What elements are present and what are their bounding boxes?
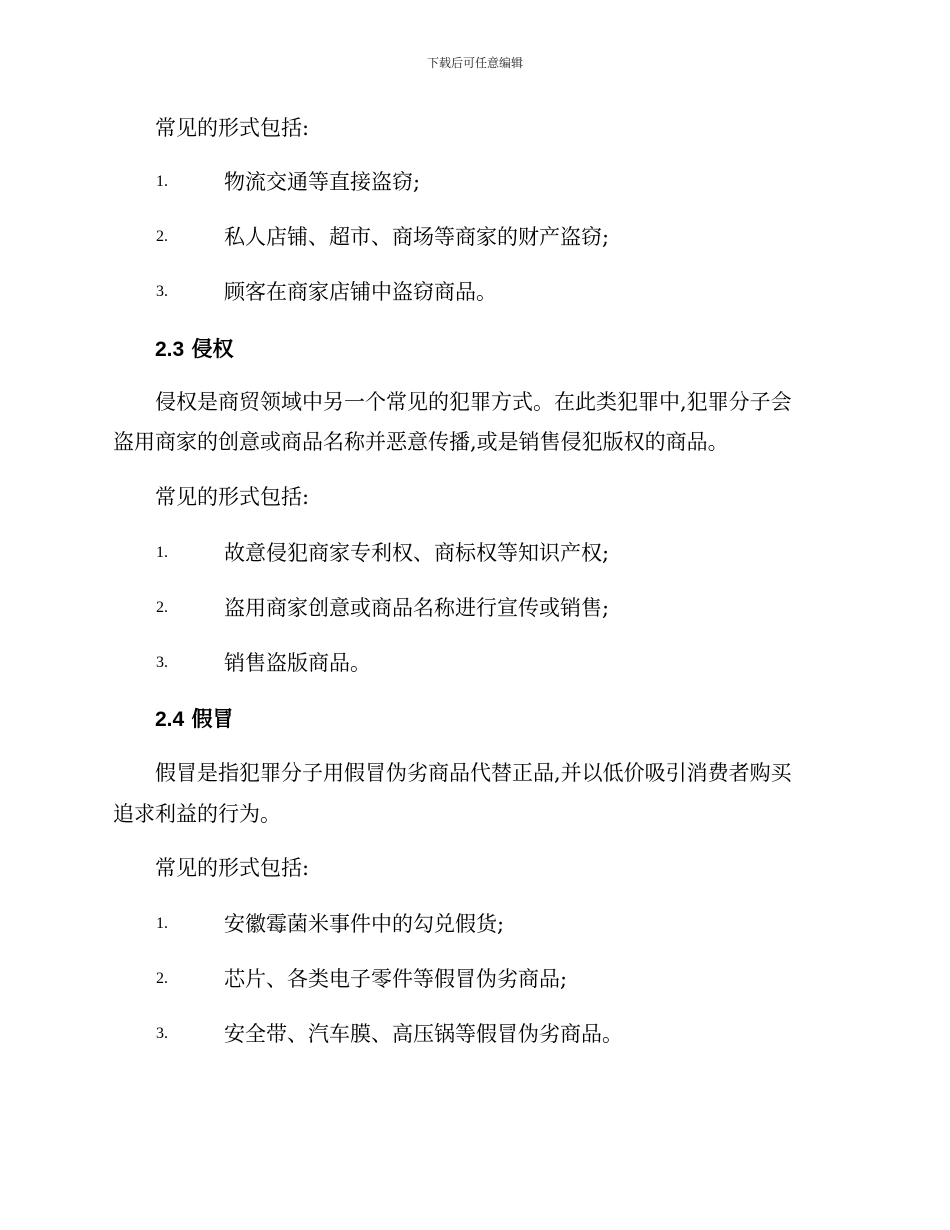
list-item-number: 2. <box>156 599 168 616</box>
list-item-text: 故意侵犯商家专利权、商标权等知识产权; <box>224 541 610 565</box>
list-item-text: 芯片、各类电子零件等假冒伪劣商品; <box>224 967 568 991</box>
list-item-number: 1. <box>156 915 168 932</box>
forms-label: 常见的形式包括: <box>155 856 310 880</box>
list-item-text: 安徽霉菌米事件中的勾兑假货; <box>224 912 505 936</box>
list-item-text: 安全带、汽车膜、高压锅等假冒伪劣商品。 <box>224 1022 623 1046</box>
paragraph-line: 侵权是商贸领域中另一个常见的犯罪方式。在此类犯罪中,犯罪分子会 <box>155 390 792 414</box>
list-item-text: 销售盗版商品。 <box>224 651 371 675</box>
paragraph-line: 假冒是指犯罪分子用假冒伪劣商品代替正品,并以低价吸引消费者购买 <box>155 761 792 785</box>
list-item-text: 顾客在商家店铺中盗窃商品。 <box>224 280 497 304</box>
forms-label: 常见的形式包括: <box>155 116 310 140</box>
list-item-number: 2. <box>156 970 168 987</box>
list-item-text: 盗用商家创意或商品名称进行宣传或销售; <box>224 596 610 620</box>
list-item-number: 3. <box>156 283 168 300</box>
section-number: 2.4 <box>155 708 185 731</box>
page-header: 下载后可任意编辑 <box>426 56 523 70</box>
list-item-number: 1. <box>156 544 168 561</box>
list-item-text: 物流交通等直接盗窃; <box>224 170 421 194</box>
list-item-number: 3. <box>156 654 168 671</box>
list-item-number: 2. <box>156 228 168 245</box>
list-item-text: 私人店铺、超市、商场等商家的财产盗窃; <box>224 225 610 249</box>
forms-label: 常见的形式包括: <box>155 485 310 509</box>
section-heading <box>155 333 234 363</box>
section-heading <box>155 703 234 733</box>
list-item-number: 1. <box>156 173 168 190</box>
section-title: 假冒 <box>191 706 234 731</box>
list-item-number: 3. <box>156 1025 168 1042</box>
paragraph-line: 追求利益的行为。 <box>113 802 281 826</box>
section-title: 侵权 <box>191 336 234 361</box>
paragraph-line: 盗用商家的创意或商品名称并恶意传播,或是销售侵犯版权的商品。 <box>113 430 729 454</box>
section-number: 2.3 <box>155 338 185 361</box>
